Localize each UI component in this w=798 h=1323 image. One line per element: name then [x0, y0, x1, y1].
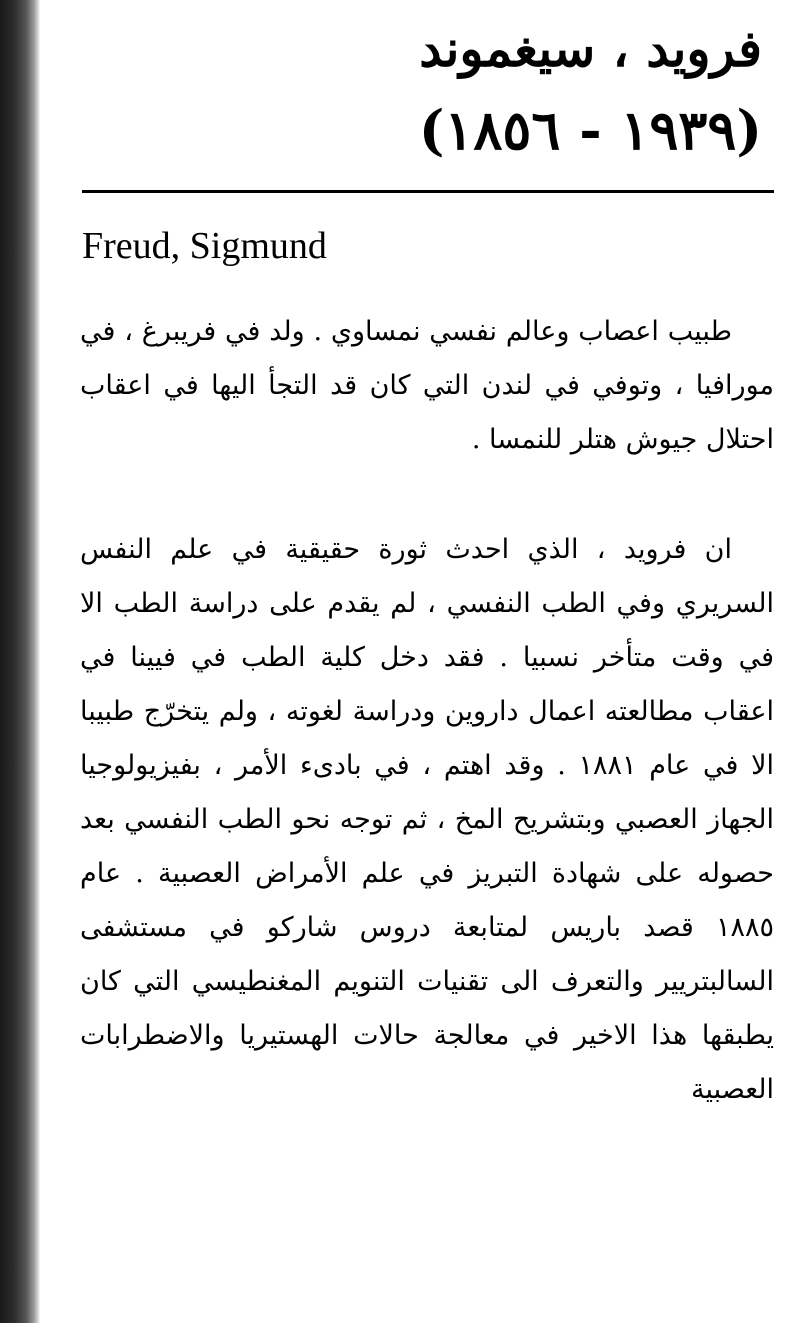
- entry-title: [162, 10, 762, 172]
- entry-name-latin: Freud, Sigmund: [82, 225, 327, 267]
- entry-paragraph-1: طبيب اعصاب وعالم نفسي نمساوي . ولد في فريبرغ ، في مورافيا ، وتوفي في لندن التي كان قد التجأ اليها في اعقاب احتلال جيوش هتلر للنمسا .: [80, 316, 774, 455]
- entry-title-dates: (١٩٣٩ - ١٨٥٦): [418, 98, 762, 162]
- entry-title-arabic: فرويد ، سيغموند: [419, 19, 762, 78]
- entry-paragraph-2: ان فرويد ، الذي احدث ثورة حقيقية في علم النفس السريري وفي الطب النفسي ، لم يقدم على دراسة الطب الا في وقت متأخر نسبيا . فقد دخل كلية الطب في فيينا في اعقاب مطالعته اعمال داروين ودراسة لغوته ، ولم يتخرّج طبيبا الا في عام ١٨٨١ . وقد اهتم ، في بادىء الأمر ، بفيزيولوجيا الجهاز العصبي وبتشريح المخ ، ثم توجه نحو الطب النفسي بعد حصوله على شهادة التبريز في علم الأمراض العصبية . عام ١٨٨٥ قصد باريس لمتابعة دروس شاركو في مستشفى السالبتريير والتعرف الى تقنيات التنويم المغنطيسي التي كان يطبقها هذا الاخير في معالجة حالات الهستيريا والاضطرابات العصبية: [80, 534, 774, 1105]
- title-divider: [82, 190, 774, 193]
- page-binding-edge: [0, 0, 40, 1323]
